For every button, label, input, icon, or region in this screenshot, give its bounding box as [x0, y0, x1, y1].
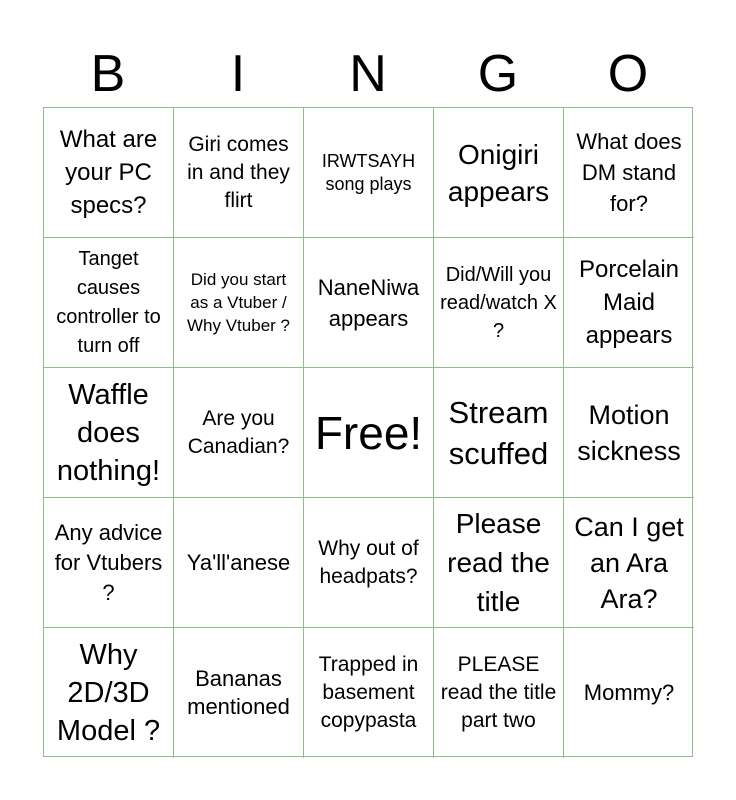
header-letter-o: O — [607, 45, 649, 103]
cell-text: Please read the title — [447, 508, 550, 617]
bingo-cell[interactable] — [434, 238, 564, 368]
cell-text: Are you Canadian? — [187, 406, 290, 458]
cell-text: Trapped in basement copypasta — [318, 653, 419, 732]
bingo-cell[interactable] — [304, 498, 434, 628]
bingo-cell[interactable] — [174, 628, 304, 758]
bingo-cell[interactable] — [174, 368, 304, 498]
cell-text: Mommy? — [583, 680, 675, 705]
bingo-cell[interactable] — [304, 238, 434, 368]
bingo-cell[interactable] — [434, 368, 564, 498]
bingo-cell[interactable] — [564, 368, 694, 498]
cell-text: Onigiri appears — [447, 138, 550, 207]
cell-text: NaneNiwa appears — [317, 274, 420, 331]
cell-text: Why 2D/3D Model ? — [56, 639, 161, 747]
bingo-cell[interactable] — [44, 238, 174, 368]
bingo-grid — [43, 107, 693, 757]
header-letter-g: G — [477, 45, 519, 103]
bingo-cell[interactable] — [174, 498, 304, 628]
bingo-cell[interactable] — [174, 238, 304, 368]
bingo-cell[interactable] — [44, 628, 174, 758]
cell-text: Bananas mentioned — [187, 666, 290, 719]
cell-text: Did/Will you read/watch X ? — [440, 263, 557, 342]
cell-text: Ya'll'anese — [186, 549, 291, 575]
bingo-cell[interactable] — [174, 108, 304, 238]
bingo-cell[interactable] — [304, 108, 434, 238]
bingo-cell[interactable] — [434, 498, 564, 628]
free-space-text: Free! — [314, 406, 423, 459]
bingo-cell[interactable] — [44, 368, 174, 498]
bingo-cell[interactable] — [304, 628, 434, 758]
header-letter-i: I — [230, 45, 246, 103]
bingo-header — [43, 44, 693, 104]
cell-text: Giri comes in and they flirt — [187, 132, 290, 212]
cell-text: Tanget causes controller to turn off — [56, 247, 161, 357]
header-letter-b: B — [90, 45, 126, 103]
bingo-cell[interactable] — [44, 108, 174, 238]
bingo-cell[interactable] — [434, 108, 564, 238]
bingo-cell[interactable] — [564, 108, 694, 238]
bingo-cell[interactable] — [564, 238, 694, 368]
cell-text: What does DM stand for? — [576, 129, 682, 216]
bingo-cell[interactable] — [434, 628, 564, 758]
bingo-cell[interactable] — [564, 498, 694, 628]
cell-text: Waffle does nothing! — [56, 378, 161, 487]
cell-text: Did you start as a Vtuber / Why Vtuber ? — [187, 270, 290, 335]
cell-text: Porcelain Maid appears — [578, 256, 680, 349]
cell-text: IRWTSAYH song plays — [321, 150, 416, 194]
cell-text: Any advice for Vtubers ? — [54, 519, 163, 605]
bingo-cell[interactable] — [564, 628, 694, 758]
bingo-cell[interactable] — [44, 498, 174, 628]
bingo-cell-free[interactable] — [304, 368, 434, 498]
cell-text: Motion sickness — [577, 399, 681, 466]
cell-text: Can I get an Ara Ara? — [574, 511, 684, 614]
cell-text: Stream scuffed — [448, 394, 549, 471]
header-letter-n: N — [349, 45, 387, 103]
cell-text: What are your PC specs? — [59, 126, 158, 219]
cell-text: PLEASE read the title part two — [440, 653, 557, 732]
cell-text: Why out of headpats? — [318, 536, 419, 588]
